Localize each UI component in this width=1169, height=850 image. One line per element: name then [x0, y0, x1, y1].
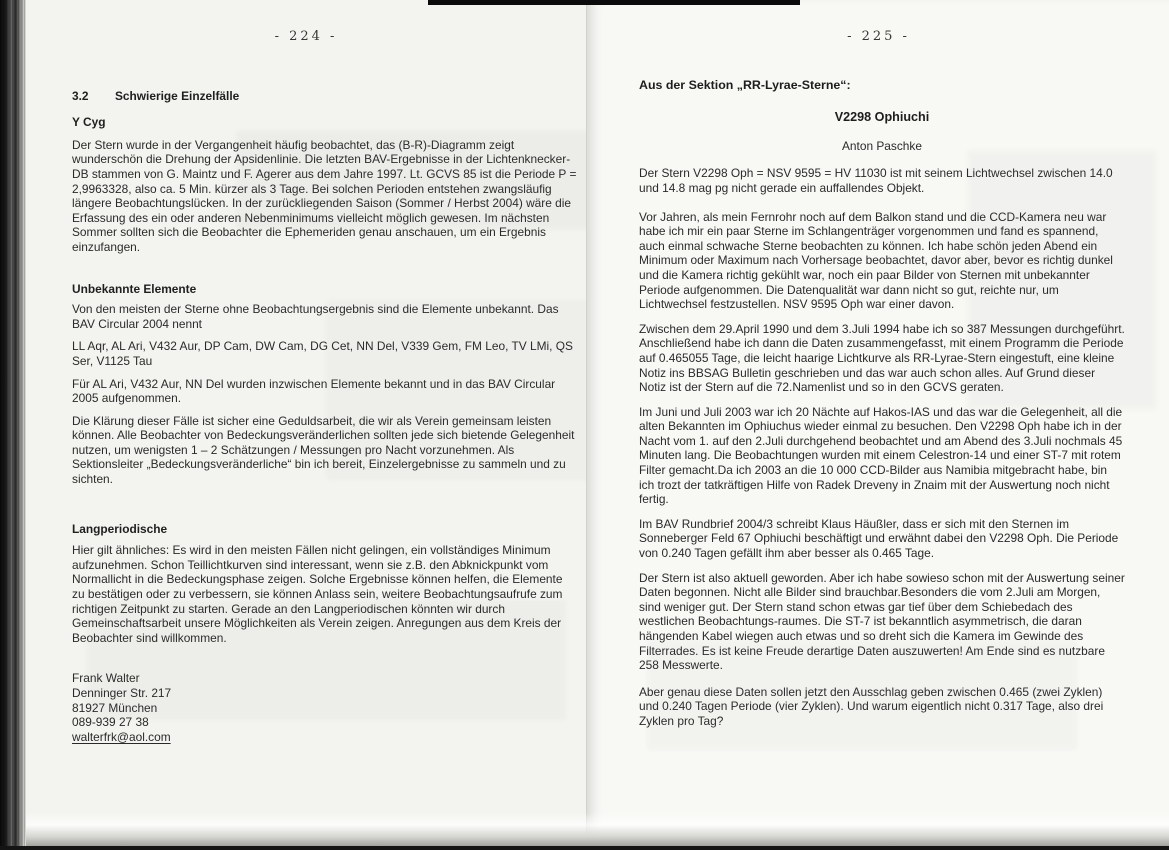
- section-heading: [72, 89, 578, 104]
- paragraph-unbekannte-intro: Von den meisten der Sterne ohne Beobachtungsergebnis sind die Elemente unbekannt. Das BAV Circular 2004 nennt: [72, 302, 559, 331]
- paragraph: Der Stern ist also aktuell geworden. Aber ich habe sowieso schon mit der Auswertung seiner Daten begonnen. Nicht alle Bilder sind brauchbar.Besonders die vom 2.Juli am Morgen, sind weniger gut. Der Stern stand schon etwas gar tief über dem Schiebedach des westlichen Beobachtungs-raumes. Die ST-7 ist bekanntlich asymmetrisch, die daran hängenden Kabel wiegen auch etwas und so dreht sich die Kamera im Gewinde des Filterrades. Es ist keine Freude derartige Daten auszuwerten! Am Ende sind es nutzbare 258 Messwerte.: [639, 570, 1125, 673]
- signature-phone: 089-939 27 38: [72, 715, 149, 730]
- signature-city: 81927 München: [72, 700, 158, 715]
- paragraph-langperiodische: Hier gilt ähnliches: Es wird in den meisten Fällen nicht gelingen, ein vollständiges Minimum aufzunehmen. Schon Teillichtkurven sind interessant, wenn sie z.B. den Abknickpunkt vom Normallicht in die Bedeckungsphase zeigen. Solche Ergebnisse können helfen, die Elemente zu bestätigen oder zu verbessern, sie können Anlass sein, weitere Beobachtungsaufrufe zum richtigen Zeitpunkt zu starten. Gerade an den Langperiodischen könnten wir durch Gemeinschaftsarbeit unsere Möglichkeiten als Verein zeigen. Anregungen aus dem Kreis der Beobachter sind willkommen.: [72, 543, 563, 645]
- paragraph-y-cyg: Der Stern wurde in der Vergangenheit häufig beobachtet, das (B-R)-Diagramm zeigt wunderschön die Drehung der Apsidenlinie. Die letzten BAV-Ergebnisse in der Lichtenknecker-DB stammen von G. Maintz und F. Agerer aus dem Jahre 1997. Lt. GCVS 85 ist die Periode P = 2,9963328, also ca. 5 Min. kürzer als 3 Tage. Bei solchen Perioden entstehen zwangsläufig längere Beobachtungslücken. In der zurückliegenden Saison (Sommer / Herbst 2004) wäre die Erfassung des ein oder anderen Nebenminimums vielleicht möglich gewesen. Im nächsten Sommer sollten sich die Beobachter die Ephemeriden genau anschauen, um ein Ergebnis einzufangen.: [72, 137, 577, 254]
- bleed-through-ghost: [647, 640, 1077, 750]
- section-title: Schwierige Einzelfälle: [115, 88, 240, 103]
- page-number-left: - 224 -: [274, 29, 338, 44]
- bleed-through-ghost: [967, 150, 1157, 410]
- right-page: [586, 0, 1169, 850]
- subheading-langperiodische: Langperiodische: [72, 521, 168, 536]
- book-binding-edge: [0, 0, 26, 850]
- paragraph: Im Juni und Juli 2003 war ich 20 Nächte auf Hakos-IAS und das war die Gelegenheit, all die alten Bekannten im Ophiuchus wieder einmal zu besuchen. Den V2298 Oph habe ich in der Nacht vom 1. auf den 2.Juli durchgehend beobachtet und am Abend des 3.Juli nochmals 45 Minuten lang. Die Beobachtungen wurden mit einem Celestron-14 und einer ST-7 mit rotem Filter gemacht.Da ich 2003 an die 10 000 CCD-Bilder aus Namibia mitgebracht habe, bin ich trozt der tatkräftigen Hilfe von Radek Dreveny in Znaim mit der Auswertung noch nicht fertig.: [639, 404, 1123, 507]
- signature-name: Frank Walter: [72, 671, 140, 686]
- bleed-through-ghost: [86, 600, 566, 720]
- bleed-through-ghost: [326, 300, 596, 480]
- paragraph: Aber genau diese Daten sollen jetzt den Ausschlag geben zwischen 0.465 (zwei Zyklen) und 0.240 Tagen Periode (vier Zyklen). Und warum eigentlich nicht 0.317 Tage, also drei Zyklen pro Tag?: [639, 684, 1104, 728]
- paragraph: Vor Jahren, als mein Fernrohr noch auf dem Balkon stand und die CCD-Kamera neu war habe ich mir ein paar Sterne im Schlangenträger vorgenommen und fand es spannend, auch einmal schwache Sterne beobachten zu können. Ich habe schön jeden Abend ein Minimum oder Maximum nach Vorhersage beobachtet, davor aber, bevor es richtig dunkel und die Kamera richtig gekühlt war, noch ein paar Bilder von Sternen mit unbekannter Periode aufgenommen. Die Datenqualität war dann nicht so gut, reichte nur, um Lichtwechsel festzustellen. NSV 9595 Oph war einer davon.: [639, 209, 1113, 312]
- article-author: Anton Paschke: [842, 138, 922, 153]
- paragraph: Zwischen dem 29.April 1990 und dem 3.Juli 1994 habe ich so 387 Messungen durchgeführt. Anschließend habe ich dann die Daten zusammengefasst, mit einem Programm die Periode auf 0.465055 Tage, die leicht haarige Lichtkurve als RR-Lyrae-Stern eingestuft, eine kleine Notiz ins BBSAG Bulletin geschrieben und das war auch schon alles. Auf Grund dieser Notiz ist der Stern auf die 72.Namenlist und so in den GCVS geraten.: [639, 321, 1125, 395]
- scan-artifact-bottom-shade: [0, 812, 1169, 846]
- scan-artifact-bottom-line: [0, 846, 1169, 850]
- scan-artifact-top-strip: [428, 0, 800, 5]
- paragraph-unbekannte-update: Für AL Ari, V432 Aur, NN Del wurden inzwischen Elemente bekannt und in das BAV Circular 2005 aufgenommen.: [72, 376, 556, 406]
- article-title: V2298 Ophiuchi: [834, 110, 930, 125]
- paragraph: Der Stern V2298 Oph = NSV 9595 = HV 11030 ist mit seinem Lichtwechsel zwischen 14.0 und 14.8 mag pg nicht gerade ein auffallendes Objekt.: [639, 166, 1113, 195]
- paragraph-star-list: LL Aqr, AL Ari, V432 Aur, DP Cam, DW Cam, DG Cet, NN Del, V339 Gem, FM Leo, TV LMi, QS Ser, V1125 Tau: [72, 339, 573, 368]
- page-number-right: - 225 -: [847, 29, 910, 44]
- subheading-unbekannte-elemente: Unbekannte Elemente: [72, 281, 197, 296]
- section-number: 3.2: [72, 88, 89, 103]
- email-text: walterfrk@aol.com: [72, 729, 171, 744]
- left-page: [26, 0, 586, 850]
- section-header: Aus der Sektion „RR-Lyrae-Sterne“:: [639, 77, 851, 92]
- bleed-through-ghost: [236, 130, 591, 230]
- subheading-y-cyg: Y Cyg: [72, 115, 106, 130]
- signature-street: Denninger Str. 217: [72, 686, 172, 700]
- paragraph: Im BAV Rundbrief 2004/3 schreibt Klaus Häußler, dass er sich mit den Sternen im Sonneberger Feld 67 Ophiuchi beschäftigt und erwähnt dabei den V2298 Oph. Die Periode von 0.240 Tagen gefällt ihm aber besser als 0.465 Tage.: [639, 516, 1119, 561]
- paragraph-unbekannte-appeal: Die Klärung dieser Fälle ist sicher eine Geduldsarbeit, die wir als Verein gemeinsam leisten können. Alle Beobachter von Bedeckungsveränderlichen sollten jede sich bietende Gelegenheit nutzen, um wenigsten 1 – 2 Schätzungen / Messungen pro Nacht vorzunehmen. Als Sektionsleiter „Bedeckungsveränderliche“ bin ich bereit, Einzelergebnisse zu sammeln und zu sichten.: [72, 413, 575, 487]
